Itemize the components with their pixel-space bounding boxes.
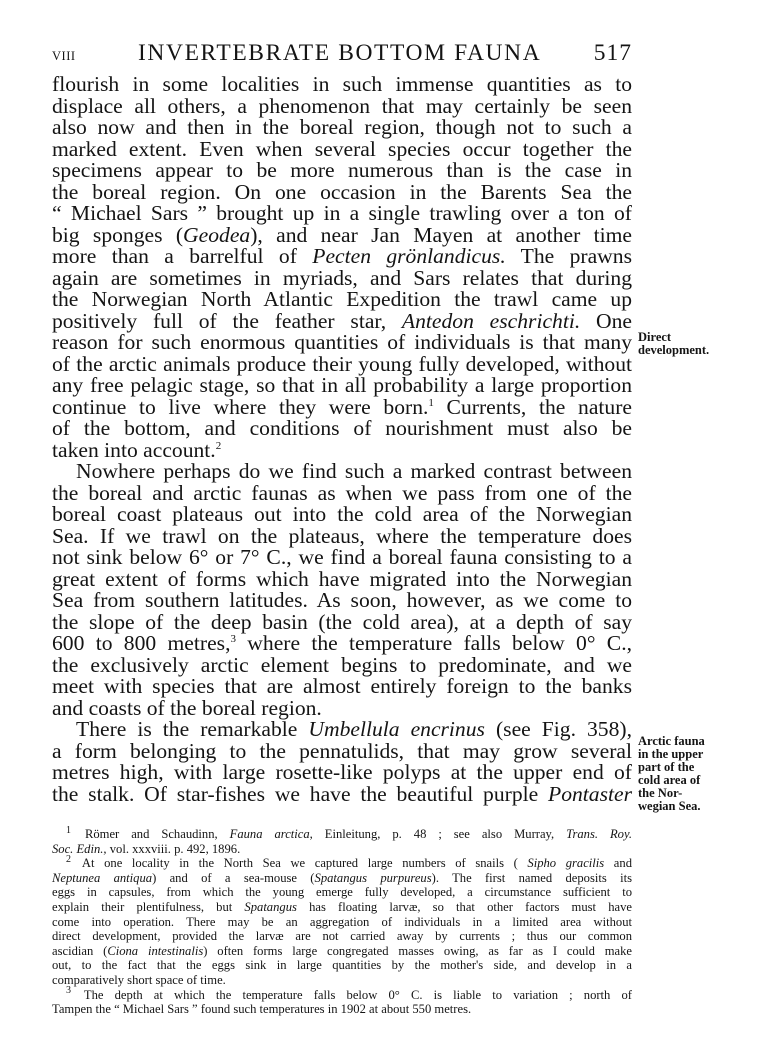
text-line: a form belonging to the pennatulids, that may grow several [52, 738, 632, 763]
footnote-ref: 3 [230, 632, 236, 645]
text-line: metres high, with large rosette-like polyps at the upper end of [52, 760, 632, 784]
text-line: of the arctic animals produce their young fully developed, without [52, 351, 632, 376]
text-line: big sponges (Geodea), and near Jan Mayen at another time [52, 222, 632, 247]
text-line: Nowhere perhaps do we find such a marked contrast between [76, 459, 632, 483]
sidenote-line: the Nor- [638, 786, 683, 800]
sidenote-line: cold area of [638, 773, 701, 787]
text-line: not sink below 6° or 7° C., we find a boreal fauna consisting to a [52, 545, 632, 569]
footnote-line: out, to the fact that the eggs sink in large quantities by the mother's side, and develop in a [52, 958, 632, 973]
species-name: Pecten grönlandicus. [312, 244, 506, 268]
species-name: Pontaster [548, 781, 632, 806]
footnote-line: $^1$ Römer and Schaudinn, Fauna arctica, Einleitung, p. 48 ; see also Murray, Trans. Roy. [66, 824, 632, 841]
footnote-number: 1 [66, 824, 71, 836]
text-line: displace all others, a phenomenon that may certainly be seen [52, 93, 632, 118]
text-line: boreal coast plateaus out into the cold area of the Norwegian [52, 502, 632, 526]
footnote-line: Tampen the “ Michael Sars ” found such temperatures in 1902 at about 550 metres. [52, 1002, 472, 1017]
footnote-line: explain their plentifulness, but Spatangus has floating larvæ, so that other factors must have [52, 899, 632, 914]
text-line: flourish in some localities in such immense quantities as to [52, 72, 632, 96]
text-line: more than a barrelful of Pecten grönlandicus. The prawns [52, 244, 632, 268]
text-line: the stalk. Of star-fishes we have the beautiful purple Pontaster [52, 781, 632, 806]
text-line: and coasts of the boreal region. [52, 695, 322, 720]
text-line: positively full of the feather star, Antedon eschrichti. One [52, 308, 633, 333]
text-line: There is the remarkable Umbellula encrinus (see Fig. 358), [76, 717, 632, 741]
text-line: 600 to 800 metres,$^3$ where the temperature falls below 0° C., [52, 631, 632, 655]
text-line: Sea. If we trawl on the plateaus, where the temperature does [52, 523, 632, 548]
footnotes [52, 824, 633, 1017]
sidenote-line: part of the [638, 760, 695, 774]
sidenote-line: wegian Sea. [638, 799, 701, 813]
text-line: great extent of forms which have migrated into the Norwegian [52, 566, 632, 591]
text-line: meet with species that are almost entirely foreign to the banks [52, 674, 632, 698]
text-line: the exclusively arctic element begins to predominate, and we [52, 652, 632, 677]
footnote-ref: 2 [215, 439, 222, 452]
text-line: Sea from southern latitudes. As soon, however, as we come to [52, 588, 632, 612]
sidenote-arctic-fauna [638, 735, 705, 813]
footnote-line: $^2$ At one locality in the North Sea we captured large numbers of snails ( Sipho gracilis and [66, 854, 632, 871]
text-line: of the bottom, and conditions of nourishment must also be [52, 416, 632, 440]
footnote-line: Soc. Edin., vol. xxxviii. p. 492, 1896. [52, 841, 241, 856]
species-name: Geodea [183, 222, 251, 247]
text-line: again are sometimes in myriads, and Sars relates that during [52, 265, 632, 290]
footnote-line: come into operation. There may be an aggregation of individuals in a limited area without [52, 914, 632, 929]
sidenote-direct-development [638, 331, 709, 357]
footnote-line: direct development, provided the larvæ are not carried away by currents ; thus our common [52, 929, 632, 944]
running-header [52, 40, 632, 70]
footnote-line: Neptunea antiqua) and of a sea-mouse (Spatangus purpureus). The first named deposits its [52, 870, 632, 885]
footnote-line: $^3$ The depth at which the temperature falls below 0° C. is liable to variation ; north of [66, 985, 632, 1002]
sidenote-line: Arctic fauna [638, 734, 705, 748]
footnote-number: 3 [66, 985, 71, 997]
body-text [52, 74, 632, 805]
text-line: the slope of the deep basin (the cold area), at a depth of say [52, 609, 632, 634]
footnote-number: 2 [66, 854, 71, 865]
species-name: Antedon eschrichti. [401, 308, 581, 333]
page-number: 517 [593, 40, 632, 66]
footnote-line: ascidian (Ciona intestinalis) often forms large congregated masses owing, as far as I could make [52, 943, 633, 958]
text-line: reason for such enormous quantities of individuals is that many [52, 330, 632, 354]
species-name: Umbellula encrinus [308, 717, 485, 741]
text-line: specimens appear to be more numerous than is the case in [52, 158, 632, 182]
text-line: any free pelagic stage, so that in all probability a large proportion [52, 373, 632, 397]
text-line: marked extent. Even when several species occur together the [52, 136, 632, 161]
footnote-ref: 1 [428, 396, 434, 409]
footnote-line: eggs in capsules, from which the young emerge fully developed, a circumstance sufficient to [52, 885, 632, 900]
sidenote-line: Direct [638, 330, 672, 344]
sidenote-line: in the upper [638, 747, 704, 761]
footnote-line: comparatively short space of time. [52, 972, 226, 987]
text-line: the Norwegian North Atlantic Expedition the trawl came up [52, 287, 632, 311]
text-line: taken into account.$^2$ [52, 437, 222, 462]
text-line: continue to live where they were born.$^1$ Currents, the nature [52, 394, 632, 419]
running-title: INVERTEBRATE BOTTOM FAUNA [138, 40, 542, 66]
text-line: the boreal and arctic faunas as when we pass from one of the [52, 480, 632, 505]
text-line: the boreal region. On one occasion in the Barents Sea the [52, 179, 632, 204]
sidenote-line: development. [638, 343, 710, 357]
chapter-number: VIII [52, 49, 76, 63]
text-line: also now and then in the boreal region, though not to such a [52, 115, 632, 139]
text-line: “ Michael Sars ” brought up in a single trawling over a ton of [52, 201, 632, 225]
